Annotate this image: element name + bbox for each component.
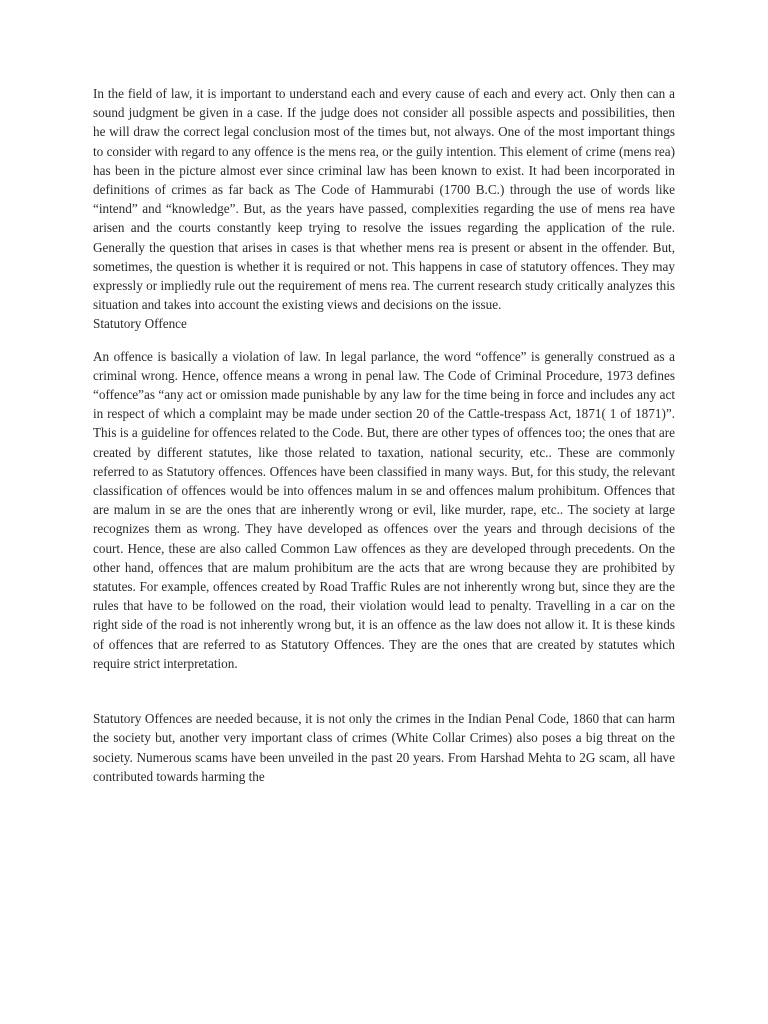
document-page	[93, 84, 675, 786]
statutory-offence-paragraph: An offence is basically a violation of law. In legal parlance, the word “offence” is generally construed as a criminal wrong. Hence, offence means a wrong in penal law. The Code of Criminal Procedure, 1973 defines “offence”as “any act or omission made punishable by any law for the time being in force and includes any act in respect of which a complaint may be made under section 20 of the Cattle-trespass Act, 1871( 1 of 1871)”. This is a guideline for offences related to the Code. But, there are other types of offences too; the ones that are created by different statutes, like those related to taxation, national security, etc.. These are commonly referred to as Statutory offences. Offences have been classified in many ways. But, for this study, the relevant classification of offences would be into offences malum in se and offences malum prohibitum. Offences that are malum in se are the ones that are inherently wrong or evil, like murder, rape, etc.. The society at large recognizes them as wrong. They have developed as offences over the years and through decisions of the court. Hence, these are also called Common Law offences as they are developed through precedents. On the other hand, offences that are malum prohibitum are the acts that are wrong because they are prohibited by statutes. For example, offences created by Road Traffic Rules are not inherently wrong but, since they are the rules that have to be followed on the road, their violation would lead to penalty. Travelling in a car on the right side of the road is not inherently wrong but, it is an offence as the law does not allow it. It is these kinds of offences that are referred to as Statutory Offences. They are the ones that are created by statutes which require strict interpretation.	[93, 348, 675, 671]
section-heading-statutory-offence: Statutory Offence	[93, 316, 187, 332]
intro-paragraph: In the field of law, it is important to understand each and every cause of each and every act. Only then can a sound judgment be given in a case. If the judge does not consider all possible aspects and possibilities, then he will draw the correct legal conclusion most of the times but, not always. One of the most important things to consider with regard to any offence is the mens rea, or the guily intention. This element of crime (mens rea) has been in the picture almost ever since criminal law has been known to exist. It had been incorporated in definitions of crimes as far back as The Code of Hammurabi (1700 B.C.) through the use of words like “intend” and “knowledge”. But, as the years have passed, complexities regarding the use of mens rea have arisen and the courts constantly keep trying to resolve the issues regarding the application of the rule. Generally the question that arises in cases is that whether mens rea is present or absent in the offender. But, sometimes, the question is whether it is required or not. This happens in case of statutory offences. They may expressly or impliedly rule out the requirement of mens rea. The current research study critically analyzes this situation and takes into account the existing views and decisions on the issue.	[93, 86, 675, 313]
statutory-offences-needed-paragraph: Statutory Offences are needed because, it is not only the crimes in the Indian Penal Code, 1860 that can harm the society but, another very important class of crimes (White Collar Crimes) also poses a big threat on the society. Numerous scams have been unveiled in the past 20 years. From Harshad Mehta to 2G scam, all have contributed towards harming the	[93, 711, 675, 784]
